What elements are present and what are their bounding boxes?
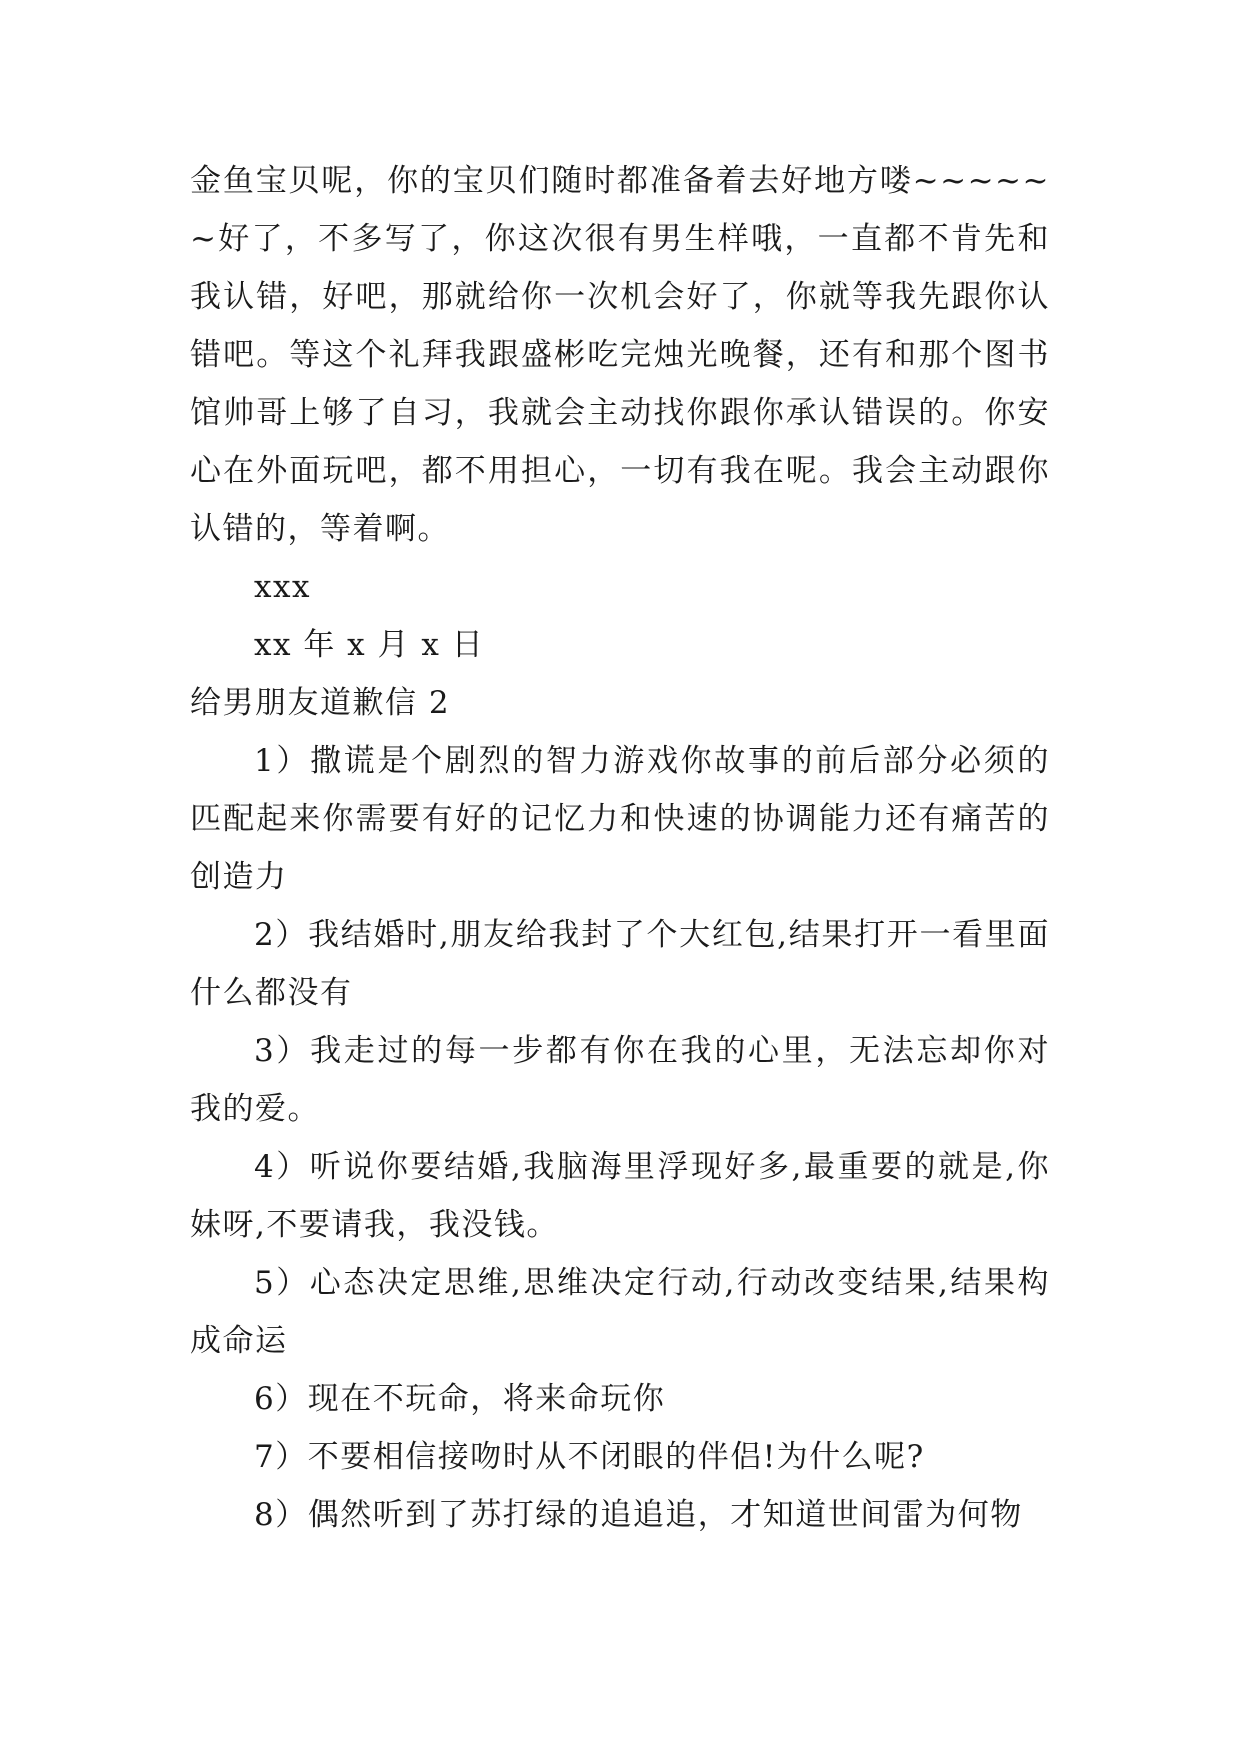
section-title: 给男朋友道歉信 2 xyxy=(190,685,451,721)
letter-paragraph: 金鱼宝贝呢，你的宝贝们随时都准备着去好地方喽~~~~~~好了，不多写了，你这次很有男生样哦，一直都不肯先和我认错，好吧，那就给你一次机会好了，你就等我先跟你认错吧。等这个礼拜我跟盛彬吃完烛光晚餐，还有和那个图书馆帅哥上够了自习，我就会主动找你跟你承认错误的。你安心在外面玩吧，都不用担心，一切有我在呢。我会主动跟你认错的，等着啊。 xyxy=(190,163,1050,547)
list-item: 4）听说你要结婚,我脑海里浮现好多,最重要的就是,你妹呀,不要请我，我没钱。 xyxy=(190,1149,1050,1243)
list-item: 7）不要相信接吻时从不闭眼的伴侣!为什么呢? xyxy=(254,1439,925,1475)
list-item: 3）我走过的每一步都有你在我的心里，无法忘却你对我的爱。 xyxy=(190,1033,1050,1127)
list-item: 2）我结婚时,朋友给我封了个大红包,结果打开一看里面什么都没有 xyxy=(190,917,1050,1011)
document-body xyxy=(190,152,1050,1544)
list-item: 1）撒谎是个剧烈的智力游戏你故事的前后部分必须的匹配起来你需要有好的记忆力和快速的协调能力还有痛苦的创造力 xyxy=(190,743,1050,895)
list-item: 5）心态决定思维,思维决定行动,行动改变结果,结果构成命运 xyxy=(190,1265,1050,1359)
list-item: 6）现在不玩命，将来命玩你 xyxy=(254,1381,666,1417)
signature-name: xxx xyxy=(254,569,311,605)
signature-date: xx 年 x 月 x 日 xyxy=(254,627,485,663)
list-item: 8）偶然听到了苏打绿的追追追，才知道世间雷为何物 xyxy=(254,1497,1023,1533)
